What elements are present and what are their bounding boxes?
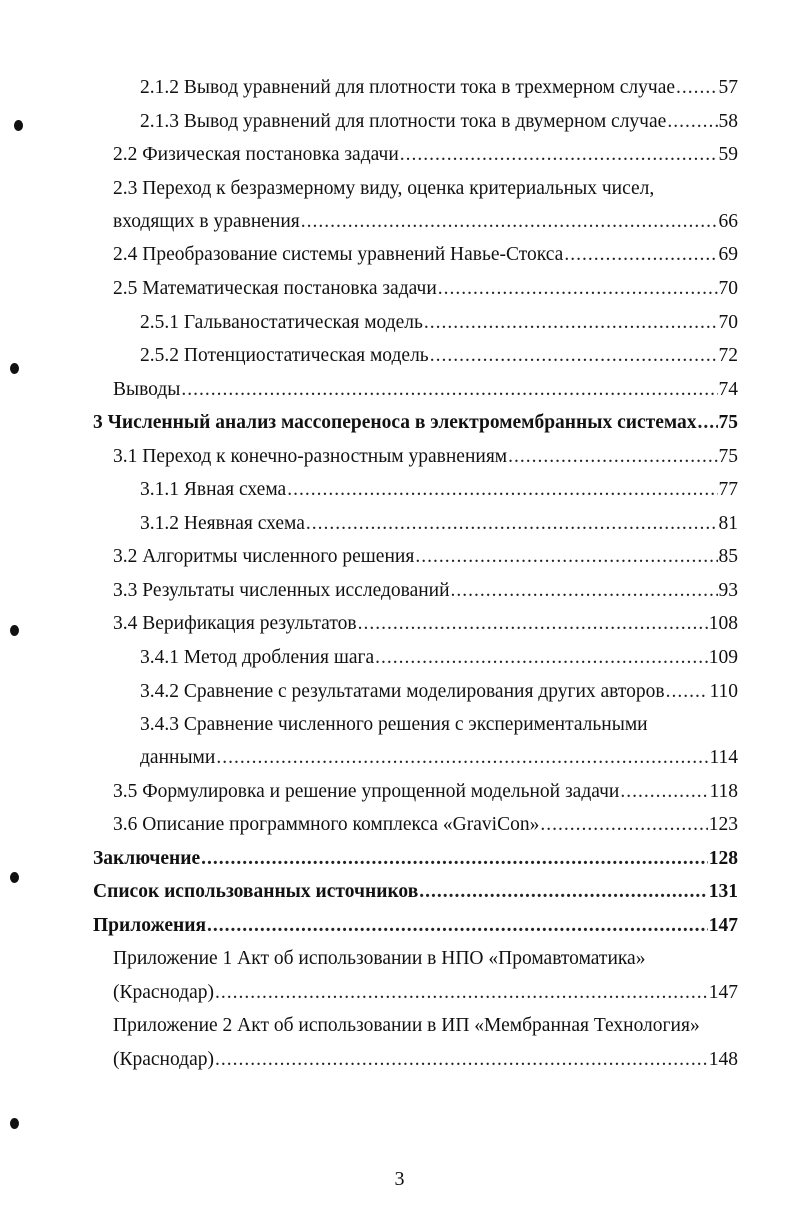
toc-entry [140,110,738,134]
toc-chapter-entry [93,847,738,871]
dot-leader [216,746,708,770]
toc-entry-title: 3.5 Формулировка и решение упрощенной модельной задачи [113,781,620,802]
toc-entry-title: Выводы [113,379,181,400]
toc-entry-title: (Краснодар) [113,982,215,1003]
dot-leader [424,311,718,335]
punch-hole-mark [10,872,19,883]
toc-entry-page: 110 [709,681,738,702]
toc-chapter-entry [93,411,738,435]
toc-entry-title: 3.4 Верификация результатов [113,613,357,634]
dot-leader [698,411,718,435]
toc-entry-page: 77 [718,479,738,500]
dot-leader [201,847,708,871]
toc-entry-page: 118 [709,781,738,802]
dot-leader [207,914,708,938]
toc-entry [113,277,738,301]
dot-leader [451,579,718,603]
toc-entry-page: 93 [718,580,738,601]
dot-leader [438,277,718,301]
toc-entry [140,680,738,704]
dot-leader [301,210,718,234]
dot-leader [419,880,708,904]
page-number: 3 [394,1168,405,1190]
punch-hole-mark [14,120,23,131]
dot-leader [400,143,718,167]
toc-entry-page: 69 [718,244,738,265]
toc-entry-title: 2.4 Преобразование системы уравнений Навье-Стокса [113,244,564,265]
toc-entry [113,981,738,1005]
toc-entry-page: 123 [708,814,738,835]
toc-entry-title: 3.1 Переход к конечно-разностным уравнениям [113,446,508,467]
toc-entry-title: 3.1.2 Неявная схема [140,513,305,534]
toc-entry-title: 3.3 Результаты численных исследований [113,580,450,601]
toc-entry [140,713,738,737]
toc-entry-page: 108 [708,613,738,634]
toc-entry-page: 58 [718,111,738,132]
dot-leader [676,76,717,100]
toc-entry [113,378,738,402]
toc-entry [140,478,738,502]
dot-leader [564,243,717,267]
toc-entry-page: 148 [708,1049,738,1070]
toc-entry-title: входящих в уравнения [113,211,300,232]
toc-chapter-entry [93,880,738,904]
toc-entry-page: 131 [708,881,738,902]
toc-chapter-entry [93,914,738,938]
toc-entry [113,1014,738,1038]
dot-leader [375,646,708,670]
toc-entry-page: 147 [708,915,738,936]
toc-entry-title: 2.1.3 Вывод уравнений для плотности тока в двумерном случае [140,111,667,132]
toc-entry-title: 3.4.3 Сравнение численного решения с экспериментальными [140,714,648,735]
toc-entry-page: 128 [708,848,738,869]
toc-entry [140,76,738,100]
toc-entry-title: Список использованных источников [93,881,419,902]
punch-hole-mark [10,625,19,636]
toc-entry [113,1048,738,1072]
dot-leader [666,680,709,704]
toc-entry-page: 59 [718,144,738,165]
toc-entry-title: 2.3 Переход к безразмерному виду, оценка критериальных чисел, [113,178,655,199]
toc-entry-title: Приложения [93,915,207,936]
toc-entry-page: 74 [718,379,738,400]
toc-entry-page: 70 [718,278,738,299]
toc-entry-title: 3 Численный анализ массопереноса в электромембранных системах [93,412,697,433]
toc-entry [113,445,738,469]
dot-leader [215,981,708,1005]
toc-entry-title: 3.4.1 Метод дробления шага [140,647,375,668]
dot-leader [430,344,718,368]
toc-entry-title: 2.5.2 Потенциостатическая модель [140,345,429,366]
dot-leader [181,378,717,402]
toc-entry [113,612,738,636]
toc-entry-page: 75 [718,446,738,467]
toc-entry-title: 2.5 Математическая постановка задачи [113,278,437,299]
toc-entry-page: 147 [708,982,738,1003]
dot-leader [508,445,717,469]
toc-entry-page: 114 [709,747,738,768]
toc-entry-page: 66 [718,211,738,232]
toc-entry [140,746,738,770]
toc-entry [113,579,738,603]
punch-hole-mark [10,1118,19,1129]
toc-entry-title: 3.4.2 Сравнение с результатами моделирования других авторов [140,681,665,702]
toc-entry-title: (Краснодар) [113,1049,215,1070]
toc-entry [140,512,738,536]
toc-entry-page: 70 [718,312,738,333]
toc-entry [113,545,738,569]
toc-entry [140,646,738,670]
toc-entry [140,344,738,368]
toc-entry [113,143,738,167]
toc-entry-title: 2.2 Физическая постановка задачи [113,144,399,165]
toc-entry-title: 3.2 Алгоритмы численного решения [113,546,415,567]
dot-leader [215,1048,708,1072]
toc-entry-title: Приложение 2 Акт об использовании в ИП «Мембранная Технология» [113,1015,700,1036]
dot-leader [620,780,708,804]
toc-entry [113,243,738,267]
toc-entry-title: 2.1.2 Вывод уравнений для плотности тока в трехмерном случае [140,77,676,98]
punch-hole-mark [10,363,19,374]
toc-entry-title: Приложение 1 Акт об использовании в НПО «Промавтоматика» [113,948,646,969]
toc-entry-page: 85 [718,546,738,567]
dot-leader [667,110,717,134]
dot-leader [415,545,717,569]
dot-leader [306,512,718,536]
toc-entry-page: 109 [708,647,738,668]
toc-entry-title: 2.5.1 Гальваностатическая модель [140,312,423,333]
toc-entry [113,177,738,201]
toc-entry-title: Заключение [93,848,201,869]
toc-entry [113,813,738,837]
toc-entry [113,947,738,971]
dot-leader [287,478,717,502]
toc-entry [113,210,738,234]
toc-entry-page: 81 [718,513,738,534]
toc-entry-page: 57 [718,77,738,98]
toc-entry-page: 72 [718,345,738,366]
toc-entry-page: 75 [718,412,738,433]
toc-entry-title: 3.1.1 Явная схема [140,479,287,500]
toc-entry-title: данными [140,747,216,768]
toc-entry [140,311,738,335]
toc-entry [113,780,738,804]
dot-leader [540,813,707,837]
dot-leader [358,612,708,636]
toc-entry-title: 3.6 Описание программного комплекса «GraviCon» [113,814,540,835]
